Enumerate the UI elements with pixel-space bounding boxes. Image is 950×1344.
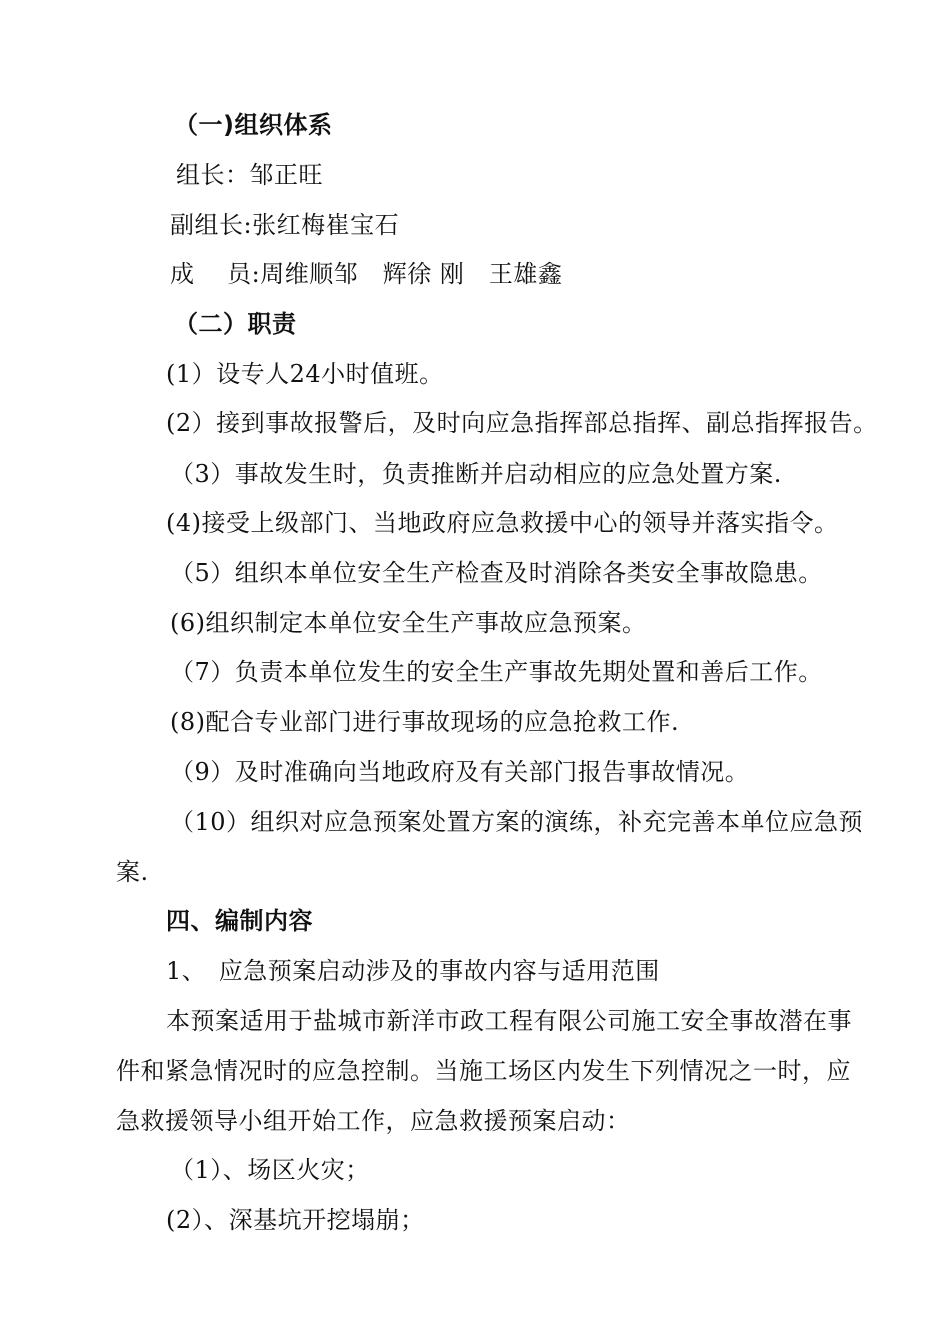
org-heading: （一)组织体系 [174,111,333,139]
section4-paragraph-line-1: 本预案适用于盐城市新洋市政工程有限公司施工安全事故潜在事 [166,1007,852,1035]
org-members: 成 员:周维顺邹 辉徐 刚 王雄鑫 [170,260,563,288]
duty-item-7: （7）负责本单位发生的安全生产事故先期处置和善后工作。 [170,658,823,686]
duties-heading: （二）职责 [174,310,297,338]
duty-item-4: (4)接受上级部门、当地政府应急救援中心的领导并落实指令。 [166,509,839,537]
duty-item-6: (6)组织制定本单位安全生产事故应急预案。 [170,609,647,637]
duty-item-1: (1）设专人24小时值班。 [166,360,444,388]
section4-sub1: 1、 应急预案启动涉及的事故内容与适用范围 [166,957,660,985]
duty-item-8: (8)配合专业部门进行事故现场的应急抢救工作. [170,708,680,736]
section4-paragraph-line-2: 件和紧急情况时的应急控制。当施工场区内发生下列情况之一时，应 [116,1057,851,1085]
section4-paragraph-line-3: 急救援领导小组开始工作，应急救援预案启动： [116,1107,631,1135]
case-item-1: （1）、场区火灾； [170,1156,370,1184]
duty-item-9: （9）及时准确向当地政府及有关部门报告事故情况。 [170,758,750,786]
duty-item-5: （5）组织本单位安全生产检查及时消除各类安全事故隐患。 [170,559,823,587]
org-deputy: 副组长:张红梅崔宝石 [170,211,400,239]
case-item-2: (2）、深基坑开挖塌崩； [166,1206,425,1234]
duty-item-10-continued: 案. [116,858,149,886]
org-leader: 组长：邹正旺 [176,161,323,189]
duty-item-10: （10）组织对应急预案处置方案的演练，补充完善本单位应急预 [170,808,864,836]
duty-item-2: (2）接到事故报警后，及时向应急指挥部总指挥、副总指挥报告。 [166,409,878,437]
section4-heading: 四、编制内容 [166,907,313,935]
duty-item-3: （3）事故发生时，负责推断并启动相应的应急处置方案. [170,460,782,488]
